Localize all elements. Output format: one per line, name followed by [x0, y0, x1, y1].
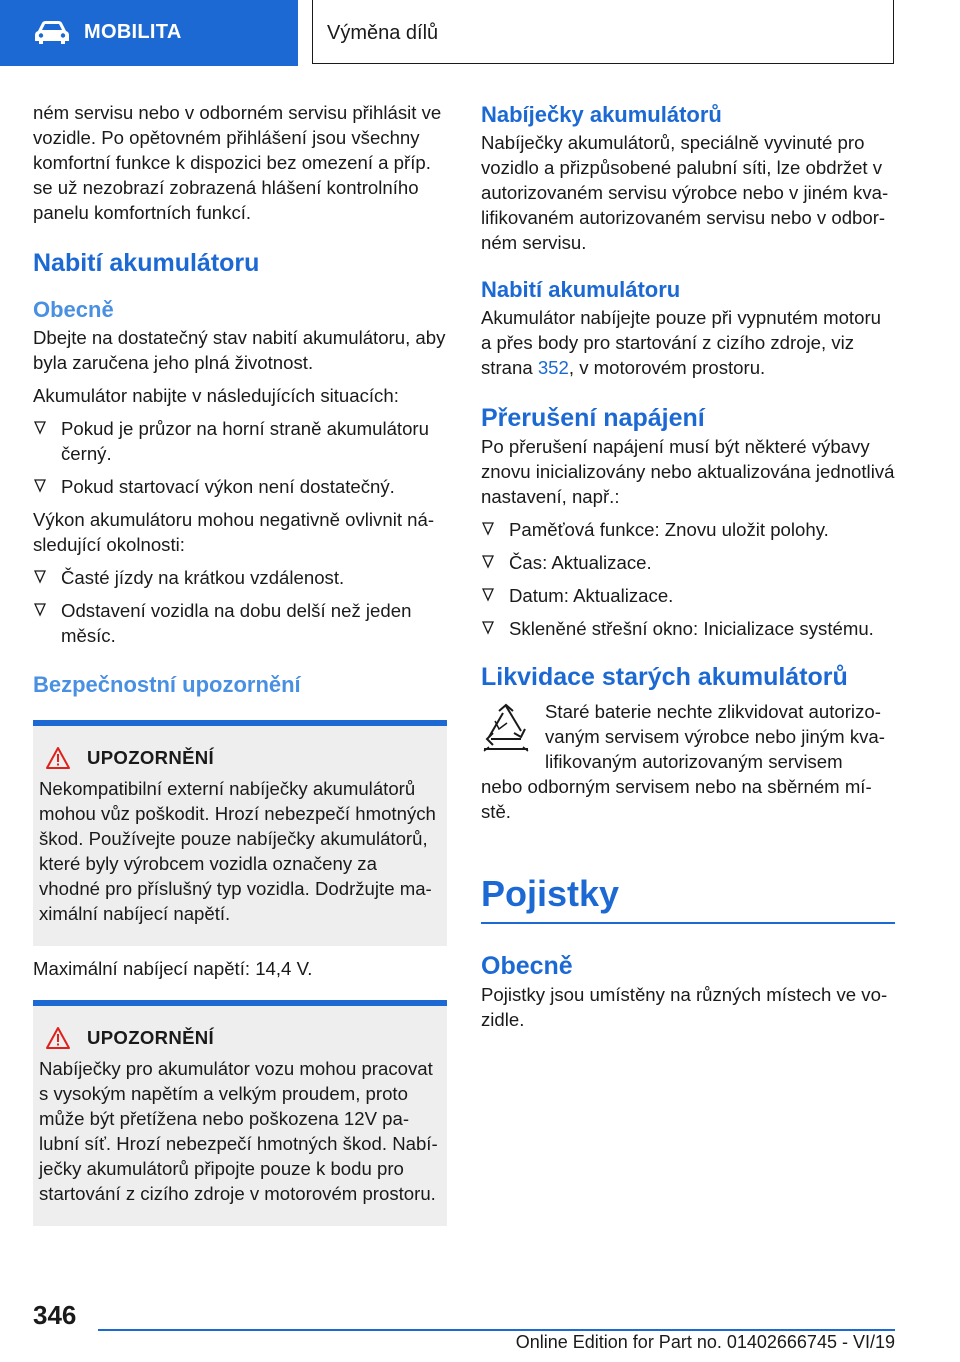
bullet-triangle-icon [34, 479, 46, 493]
heading-general: Obecně [33, 297, 114, 322]
warning-triangle-icon [45, 746, 71, 770]
fuses-rule [481, 922, 895, 924]
footer-rule [98, 1329, 895, 1331]
warning-box-overload [33, 1000, 447, 1226]
paragraph-charge-situations: Akumulátor nabijte v následujících situacích: [33, 385, 399, 406]
warning-text: Nekompatibilní externí nabíječky akumulátorů mohou vůz poškodit. Hrozí nebezpečí hmotných škod. Používejte pouze nabíječky akumulátorů, které byly výrobcem vozidla označeny za vhodné pro příslušný typ vozidla. Dodržujte maximální nabíjecí napětí. [39, 778, 436, 924]
car-icon [34, 19, 70, 45]
bullet-triangle-icon [34, 421, 46, 435]
section-underline [0, 64, 298, 66]
heading-battery-disposal: Likvidace starých akumulátorů [481, 663, 848, 691]
paragraph-chargers: Nabíječky akumulátorů, speciálně vyvinuté pro vozidlo a přizpůsobené palubní síti, lze obdržet v autorizovaném servisu výrobce nebo v jiném kvalifikovaném autorizovaném servisu nebo v odborném servisu. [481, 132, 889, 253]
list-item: Datum: Aktualizace. [481, 583, 895, 608]
recycle-icon [481, 703, 531, 755]
list-item: Pokud startovací výkon není dostatečný. [33, 474, 447, 499]
heading-battery-charging: Nabití akumulátoru [33, 249, 260, 277]
warning-title: UPOZORNĚNÍ [45, 746, 439, 770]
warning-title: UPOZORNĚNÍ [45, 1026, 439, 1050]
bullet-triangle-icon [482, 555, 494, 569]
intro-paragraph: ném servisu nebo v odborném servisu přihlásit ve vozidle. Po opětovném přihlášení jsou všechny komfortní funkce k dispozici bez omezení a příp. se už nezobrazí zobrazená hlášení kontrolního panelu komfortních funkcí. [33, 102, 442, 223]
page-number: 346 [33, 1300, 77, 1330]
paragraph-charge-state: Dbejte na dostatečný stav nabití akumulátoru, aby byla zaručena jeho plná životnost. [33, 327, 446, 373]
heading-fuses: Pojistky [481, 873, 620, 914]
heading-battery-chargers: Nabíječky akumulátorů [481, 102, 722, 127]
heading-power-interruption: Přerušení napájení [481, 404, 705, 432]
breadcrumb[interactable] [312, 0, 894, 64]
bullet-triangle-icon [482, 522, 494, 536]
list-item: Pokud je průzor na horní straně akumulátoru černý. [33, 416, 447, 466]
left-column [33, 100, 447, 1226]
warning-text: Nabíječky pro akumulátor vozu mohou pracovat s vysokým napětím a velkým proudem, proto může být přetížena nebo poškozena 12V palubní síť. Hrozí nebezpečí hmotných škod. Nabíječky akumulátorů připojte pouze k bodu pro startování z cizího zdroje v motorovém prostoru. [39, 1058, 438, 1204]
list-item: Odstavení vozidla na dobu delší než jeden měsíc. [33, 598, 447, 648]
warning-triangle-icon [45, 1026, 71, 1050]
heading-charging: Nabití akumulátoru [481, 277, 681, 302]
bullet-triangle-icon [482, 588, 494, 602]
bullet-triangle-icon [34, 603, 46, 617]
list-item: Čas: Aktualizace. [481, 550, 895, 575]
page-header [0, 0, 960, 66]
bullet-triangle-icon [482, 621, 494, 635]
heading-fuses-general: Obecně [481, 952, 573, 980]
bullet-triangle-icon [34, 570, 46, 584]
breadcrumb-label: Výměna dílů [327, 22, 439, 44]
paragraph-power-interruption: Po přerušení napájení musí být některé výbavy znovu inicializovány nebo aktualizována jednotlivá nastavení, např.: [481, 436, 895, 507]
list-power-interruption [481, 517, 895, 641]
list-charge-situations [33, 416, 447, 499]
footer-edition: Online Edition for Part no. 01402666745 - VI/19 [515, 1332, 895, 1352]
paragraph-disposal-cont: nebo odborným servisem nebo na sběrném místě. [481, 776, 872, 822]
paragraph-charging: Akumulátor nabíjejte pouze při vypnutém motoru a přes body pro startování z cizího zdroje, viz strana 352, v motorovém prostoru. [481, 307, 881, 378]
list-item: Časté jízdy na krátkou vzdálenost. [33, 565, 447, 590]
section-tab[interactable] [0, 0, 298, 64]
paragraph-max-voltage: Maximální nabíjecí napětí: 14,4 V. [33, 958, 313, 979]
paragraph-fuses: Pojistky jsou umístěny na různých místech ve vozidle. [481, 984, 888, 1030]
page-link-352[interactable]: 352 [537, 357, 569, 378]
paragraph-disposal: Staré baterie nechte zlikvidovat autorizovaným servisem výrobce nebo jiným kvalifikovaným autorizovaným servisem [545, 701, 885, 772]
right-column [481, 100, 895, 1032]
warning-box-charger [33, 720, 447, 946]
disposal-block [481, 699, 895, 824]
list-item: Paměťová funkce: Znovu uložit polohy. [481, 517, 895, 542]
list-negative-factors [33, 565, 447, 648]
section-label: MOBILITA [84, 20, 182, 43]
paragraph-negative-factors: Výkon akumulátoru mohou negativně ovlivnit následující okolnosti: [33, 509, 435, 555]
heading-safety-notes: Bezpečnostní upozornění [33, 672, 301, 697]
list-item: Skleněné střešní okno: Inicializace systému. [481, 616, 895, 641]
